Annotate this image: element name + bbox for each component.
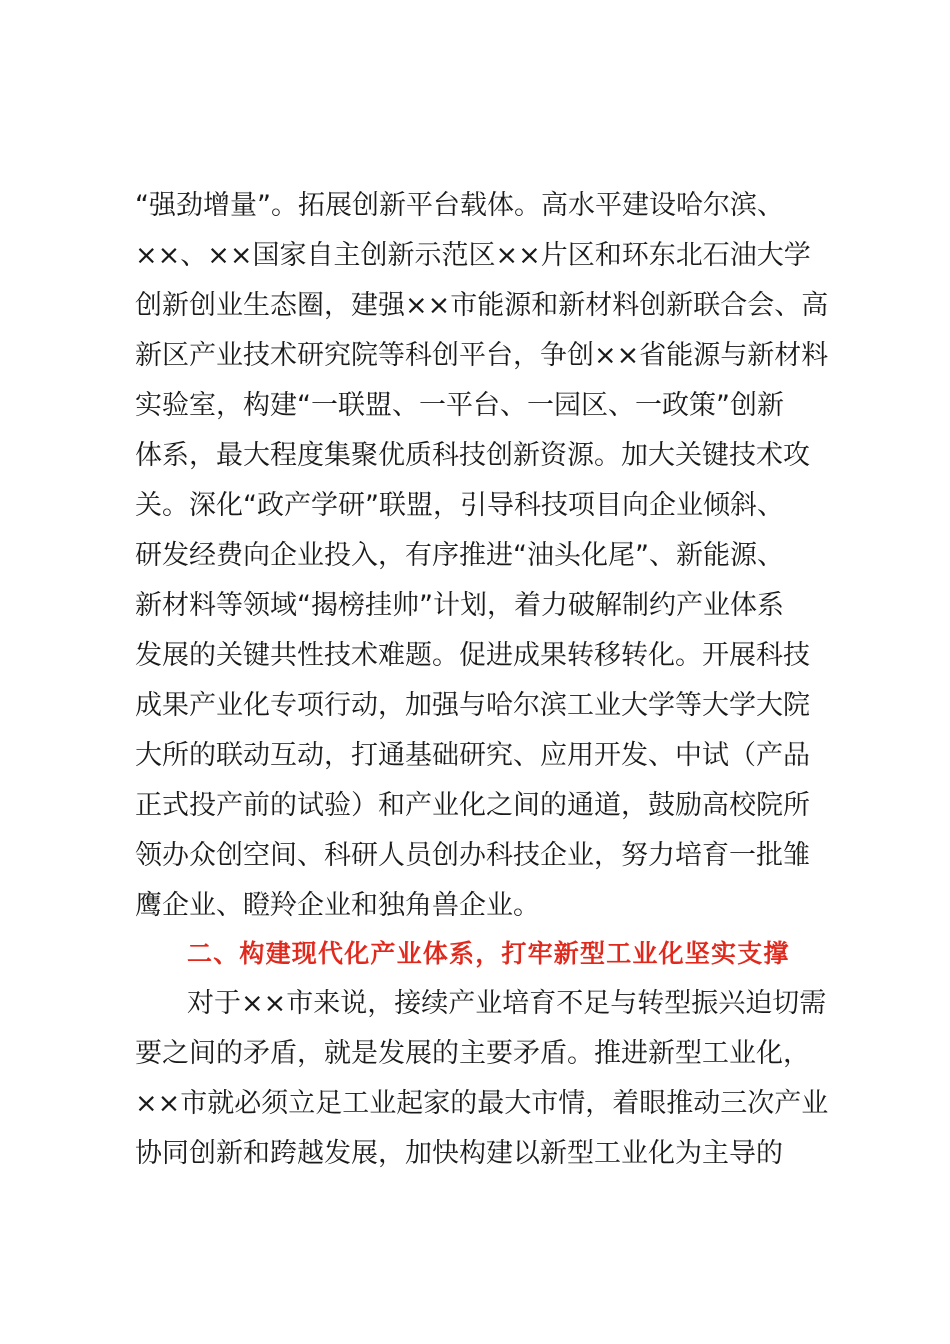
text-line: 新材料等领域“揭榜挂帅”计划，着力破解制约产业体系 [135,590,784,621]
text-line: 大所的联动互动，打通基础研究、应用开发、中试（产品 [135,740,810,771]
text-line: ××、××国家自主创新示范区××片区和环东北石油大学 [135,240,811,271]
text-line: 鹰企业、瞪羚企业和独角兽企业。 [135,890,540,921]
section-heading: 二、构建现代化产业体系，打牢新型工业化坚实支撑 [187,939,790,968]
text-line: 实验室，构建“一联盟、一平台、一园区、一政策”创新 [135,390,784,421]
text-line: 新区产业技术研究院等科创平台，争创××省能源与新材料 [135,340,829,371]
text-line: 协同创新和跨越发展，加快构建以新型工业化为主导的 [135,1138,783,1169]
text-line: 成果产业化专项行动，加强与哈尔滨工业大学等大学大院 [135,690,810,721]
text-line: 领办众创空间、科研人员创办科技企业，努力培育一批雏 [135,840,810,871]
text-line: “强劲增量”。拓展创新平台载体。高水平建设哈尔滨、 [135,190,784,221]
text-line: 对于××市来说，接续产业培育不足与转型振兴迫切需 [187,988,827,1019]
text-line: 发展的关键共性技术难题。促进成果转移转化。开展科技 [135,640,810,671]
text-line: 要之间的矛盾，就是发展的主要矛盾。推进新型工业化， [135,1038,810,1069]
text-line: 研发经费向企业投入，有序推进“油头化尾”、新能源、 [135,540,784,571]
text-line: 关。深化“政产学研”联盟，引导科技项目向企业倾斜、 [135,490,784,521]
text-line: 创新创业生态圈，建强××市能源和新材料创新联合会、高 [135,290,829,321]
text-line: 体系，最大程度集聚优质科技创新资源。加大关键技术攻 [135,440,810,471]
text-line: 正式投产前的试验）和产业化之间的通道，鼓励高校院所 [135,790,810,821]
text-line: ××市就必须立足工业起家的最大市情，着眼推动三次产业 [135,1088,829,1119]
